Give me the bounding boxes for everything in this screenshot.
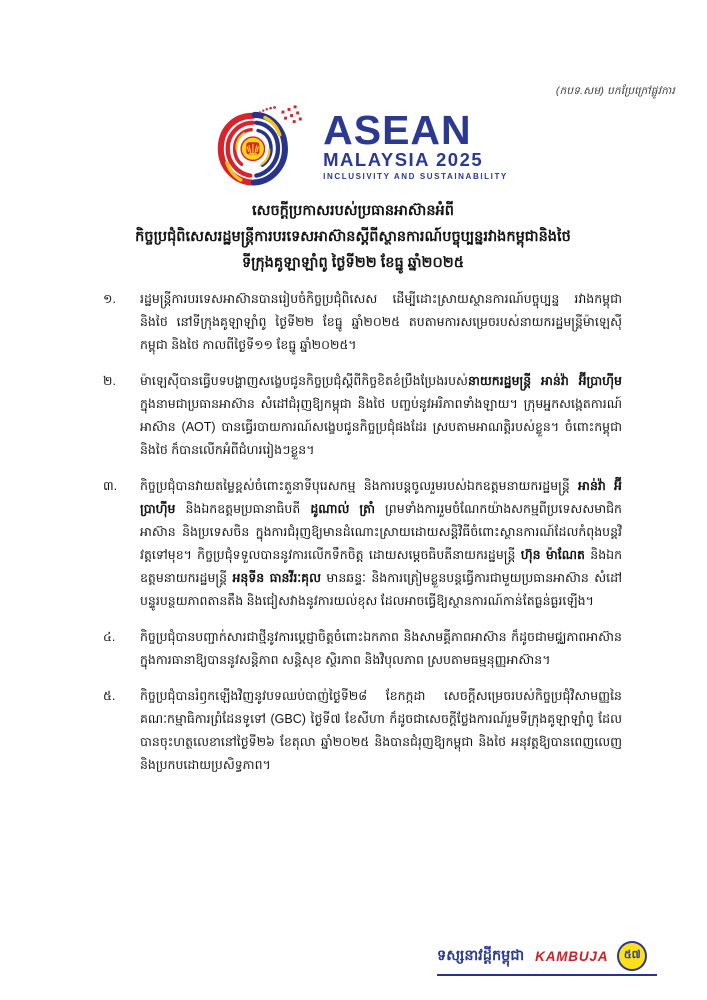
asean-swirl-icon <box>213 103 317 191</box>
footer-row <box>437 941 659 971</box>
paragraph-text: កិច្ចប្រជុំបានបញ្ជាក់សារជាថ្មីនូវការប្តេជ្ញាចិត្តចំពោះឯកភាព និងសាមគ្គីភាពអាស៊ាន ក៏ដូចជាមជ្ឈភាពអាស៊ាន ក្នុងការធានាឱ្យបាននូវសន្តិភាព សន្តិសុខ ស្ថិរភាព និងវិបុលភាព ស្របតាមធម្មនុញ្ញអាស៊ាន។ <box>140 630 622 667</box>
paragraph <box>103 626 622 672</box>
title-line-2: កិច្ចប្រជុំពិសេសរដ្ឋមន្ត្រីការបរទេសអាស៊ានស្តីពីស្ថានការណ៍បច្ចុប្បន្នរវាងកម្ពុជានិងថៃ <box>135 229 571 245</box>
magazine-name-latin: KAMBUJA <box>535 948 609 964</box>
asean-logo <box>0 103 707 191</box>
title-line-3: ទីក្រុងគូឡាឡាំពូ ថ្ងៃទី២២ ខែធ្នូ ឆ្នាំ២០២៥ <box>241 255 465 271</box>
footer <box>437 941 659 985</box>
paragraph-list <box>103 288 622 790</box>
asean-logo-inner <box>213 103 508 191</box>
paragraph-text: រដ្ឋមន្ត្រីការបរទេសអាស៊ានបានរៀបចំកិច្ចប្រជុំពិសេស ដើម្បីដោះស្រាយស្ថានការណ៍បច្ចុប្បន្ន រវាងកម្ពុជានិងថៃ នៅទីក្រុងគូឡាឡាំពូ ថ្ងៃទី២២ ខែធ្នូ ឆ្នាំ២០២៥ តបតាមការសម្រេចរបស់នាយករដ្ឋមន្ត្រីម៉ាឡេស៊ី កម្ពុជា និងថៃ កាលពីថ្ងៃទី១១ ខែធ្នូ ឆ្នាំ២០២៥។ <box>140 292 622 352</box>
magazine-name-khmer: ទស្សនាវដ្តីកម្ពុជា <box>437 948 525 964</box>
paragraph-text: ម៉ាឡេស៊ីបានធ្វើបទបង្ហាញសង្ខេបជូនកិច្ចប្រជុំស្តីពីកិច្ចខិតខំប្រឹងប្រែងរបស់នាយករដ្ឋមន្ត្រី អាន់វ៉ា អ៊ីប្រាហ៊ីម ក្នុងនាមជាប្រធានអាស៊ាន សំដៅជំរុញឱ្យកម្ពុជា និងថៃ បញ្ចប់នូវអរិភាពទាំងឡាយ។ ក្រុមអ្នកសង្កេតការណ៍អាស៊ាន (AOT) បានធ្វើរបាយការណ៍សង្ខេបជូនកិច្ចប្រជុំផងដែរ ស្របតាមអាណត្តិរបស់ខ្លួន។ ចំពោះកម្ពុជា និងថៃ ក៏បានលើកអំពីជំហររៀងៗខ្លួន។ <box>140 374 622 457</box>
footer-rule <box>437 974 657 976</box>
paragraph-number: ៥. <box>103 689 116 703</box>
paragraph-text: កិច្ចប្រជុំបានរំឭកឡើងវិញនូវបទឈប់បាញ់ថ្ងៃទី២៨ ខែកក្កដា សេចក្តីសម្រេចរបស់កិច្ចប្រជុំវិសាមញ្ញនៃគណៈកម្មាធិការព្រំដែនទូទៅ (GBC) ថ្ងៃទី៧ ខែសីហា ក៏ដូចជាសេចក្តីថ្លែងការណ៍រួមទីក្រុងគូឡាឡាំពូ ដែលបានចុះហត្ថលេខានៅថ្ងៃទី២៦ ខែតុលា ឆ្នាំ២០២៥ និងបានជំរុញឱ្យកម្ពុជា និងថៃ អនុវត្តឱ្យបានពេញលេញ និងប្រកបដោយប្រសិទ្ធភាព។ <box>140 689 622 772</box>
paragraph <box>103 685 622 777</box>
logo-wordmark: ASEAN <box>323 107 472 154</box>
paragraph <box>103 370 622 462</box>
page-number-badge <box>617 941 647 971</box>
paragraph-text: កិច្ចប្រជុំបានវាយតម្លៃខ្ពស់ចំពោះតួនាទីបុរេសកម្ម និងការបន្តចូលរួមរបស់ឯកឧត្តមនាយករដ្ឋមន្ត្រី អាន់វ៉ា អ៊ីប្រាហ៊ីម និងឯកឧត្តមប្រធានាធិបតី ដូណាល់ ត្រាំ ព្រមទាំងការរួមចំណែកយ៉ាងសកម្មពីប្រទេសសមាជិកអាស៊ាន និងប្រទេសចិន ក្នុងការជំរុញឱ្យមានដំណោះស្រាយដោយសន្តិវិធីចំពោះស្ថានការណ៍ដែលកំពុងបន្តវិវត្តទៅមុខ។ កិច្ចប្រជុំទទួលបាននូវការលើកទឹកចិត្ត ដោយសម្តេចធិបតីនាយករដ្ឋមន្ត្រី ហ៊ុន ម៉ាណែត និងឯកឧត្តមនាយករដ្ឋមន្ត្រី អនុទីន ធានវីរៈគុល មានឆន្ទៈ និងការត្រៀមខ្លួនបន្តធ្វើការជាមួយប្រធានអាស៊ាន សំដៅបន្ទូរបន្ថយភាពតានតឹង និងជៀសវាងនូវការយល់ខុស ដែលអាចធ្វើឱ្យស្ថានការណ៍កាន់តែធ្ងន់ធ្ងរឡើង។ <box>140 479 623 608</box>
unofficial-translation-note: (កបទ.សម) បកប្រែក្រៅផ្លូវការ <box>555 85 675 97</box>
document-title <box>73 198 633 276</box>
logo-tagline: INCLUSIVITY AND SUSTAINABILITY <box>323 171 508 181</box>
asean-emblem-icon <box>241 137 264 160</box>
logo-subtitle: MALAYSIA 2025 <box>323 149 484 171</box>
page-number: ៥៧ <box>623 949 641 961</box>
paragraph <box>103 288 622 357</box>
paragraph-number: ២. <box>103 374 116 388</box>
paragraph <box>103 475 622 613</box>
paragraph-number: ៤. <box>103 630 116 644</box>
paragraph-number: ១. <box>103 292 116 306</box>
asean-logo-text <box>323 107 508 181</box>
title-line-1: សេចក្តីប្រកាសរបស់ប្រធានអាស៊ានអំពី <box>252 203 454 219</box>
paragraph-number: ៣. <box>103 479 118 493</box>
